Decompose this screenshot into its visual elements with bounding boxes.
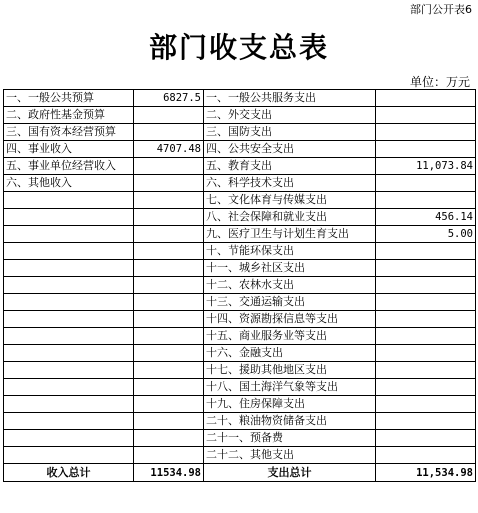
table-number-label: 部门公开表6 (410, 3, 472, 16)
income-item-value (134, 192, 204, 209)
table-row (4, 243, 476, 260)
income-item-value (134, 294, 204, 311)
expense-item-value (376, 345, 476, 362)
income-item-value (134, 158, 204, 175)
expense-item-label: 十三、交通运输支出 (204, 294, 376, 311)
expense-item-value: 456.14 (376, 209, 476, 226)
income-item-value (134, 277, 204, 294)
table-row (4, 311, 476, 328)
income-item-label (4, 243, 134, 260)
table-row (4, 447, 476, 464)
expense-item-label: 十八、国土海洋气象等支出 (204, 379, 376, 396)
expense-item-value (376, 141, 476, 158)
expense-item-label: 八、社会保障和就业支出 (204, 209, 376, 226)
table-row (4, 209, 476, 226)
income-item-label (4, 311, 134, 328)
expense-item-value (376, 379, 476, 396)
income-item-label (4, 294, 134, 311)
income-item-value (134, 209, 204, 226)
income-item-label (4, 447, 134, 464)
table-row (4, 175, 476, 192)
expense-item-value (376, 243, 476, 260)
income-item-label (4, 362, 134, 379)
income-item-label (4, 413, 134, 430)
table-row (4, 277, 476, 294)
income-item-label: 四、事业收入 (4, 141, 134, 158)
income-item-value (134, 413, 204, 430)
table-row (4, 107, 476, 124)
income-item-label: 三、国有资本经营预算 (4, 124, 134, 141)
expense-item-value (376, 447, 476, 464)
expense-item-label: 十九、住房保障支出 (204, 396, 376, 413)
table-row (4, 294, 476, 311)
income-item-value (134, 175, 204, 192)
expense-item-label: 七、文化体育与传媒支出 (204, 192, 376, 209)
income-item-label (4, 345, 134, 362)
expense-item-label: 五、教育支出 (204, 158, 376, 175)
income-item-value (134, 311, 204, 328)
income-item-label (4, 430, 134, 447)
expense-item-value (376, 362, 476, 379)
income-item-label: 六、其他收入 (4, 175, 134, 192)
income-item-label (4, 260, 134, 277)
expense-item-value (376, 277, 476, 294)
income-item-value: 4707.48 (134, 141, 204, 158)
expense-item-label: 二、外交支出 (204, 107, 376, 124)
unit-label: 单位：万元 (409, 75, 470, 89)
income-item-value (134, 396, 204, 413)
income-item-label (4, 396, 134, 413)
table-row (4, 413, 476, 430)
table-row (4, 141, 476, 158)
expense-item-label: 四、公共安全支出 (204, 141, 376, 158)
expense-item-label: 九、医疗卫生与计划生育支出 (204, 226, 376, 243)
expense-item-label: 十一、城乡社区支出 (204, 260, 376, 277)
expense-item-value (376, 294, 476, 311)
expense-item-value (376, 396, 476, 413)
table-row (4, 379, 476, 396)
income-item-value (134, 379, 204, 396)
income-item-value (134, 260, 204, 277)
income-item-value (134, 430, 204, 447)
expense-item-label: 十二、农林水支出 (204, 277, 376, 294)
expense-item-value (376, 175, 476, 192)
expense-item-value: 11,073.84 (376, 158, 476, 175)
table-row (4, 90, 476, 107)
expense-item-value (376, 328, 476, 345)
income-item-label: 一、一般公共预算 (4, 90, 134, 107)
table-row (4, 396, 476, 413)
income-item-label (4, 226, 134, 243)
income-item-value (134, 107, 204, 124)
expense-item-value (376, 90, 476, 107)
expense-total-value: 11,534.98 (376, 464, 476, 482)
table-row (4, 362, 476, 379)
expense-item-label: 二十二、其他支出 (204, 447, 376, 464)
income-item-value (134, 345, 204, 362)
income-item-value (134, 124, 204, 141)
table-row (4, 430, 476, 447)
income-item-value (134, 447, 204, 464)
table-row (4, 192, 476, 209)
income-item-label (4, 209, 134, 226)
income-item-value (134, 243, 204, 260)
expense-item-label: 二十一、预备费 (204, 430, 376, 447)
income-item-value (134, 328, 204, 345)
expense-item-label: 二十、粮油物资储备支出 (204, 413, 376, 430)
revenue-expenditure-table (3, 89, 476, 482)
income-item-label (4, 379, 134, 396)
expense-item-value (376, 260, 476, 277)
income-total-value: 11534.98 (134, 464, 204, 482)
table-row (4, 345, 476, 362)
table-row (4, 124, 476, 141)
expense-item-value (376, 192, 476, 209)
expense-total-label: 支出总计 (204, 464, 376, 482)
expense-item-value (376, 430, 476, 447)
expense-item-label: 十、节能环保支出 (204, 243, 376, 260)
expense-item-label: 六、科学技术支出 (204, 175, 376, 192)
expense-item-label: 十七、援助其他地区支出 (204, 362, 376, 379)
expense-item-value (376, 311, 476, 328)
expense-item-label: 十四、资源勘探信息等支出 (204, 311, 376, 328)
income-item-value: 6827.5 (134, 90, 204, 107)
expense-item-label: 十六、金融支出 (204, 345, 376, 362)
table-row (4, 260, 476, 277)
expense-item-value (376, 107, 476, 124)
page-title: 部门收支总表 (148, 31, 329, 64)
expense-item-value (376, 413, 476, 430)
expense-item-value: 5.00 (376, 226, 476, 243)
income-item-label (4, 192, 134, 209)
table-row (4, 328, 476, 345)
income-total-label: 收入总计 (4, 464, 134, 482)
table-row (4, 226, 476, 243)
income-item-label: 五、事业单位经营收入 (4, 158, 134, 175)
expense-item-label: 十五、商业服务业等支出 (204, 328, 376, 345)
income-item-value (134, 226, 204, 243)
expense-item-value (376, 124, 476, 141)
income-item-label (4, 277, 134, 294)
income-item-value (134, 362, 204, 379)
totals-row (4, 464, 476, 482)
expense-item-label: 三、国防支出 (204, 124, 376, 141)
expense-item-label: 一、一般公共服务支出 (204, 90, 376, 107)
income-item-label (4, 328, 134, 345)
income-item-label: 二、政府性基金预算 (4, 107, 134, 124)
table-row (4, 158, 476, 175)
